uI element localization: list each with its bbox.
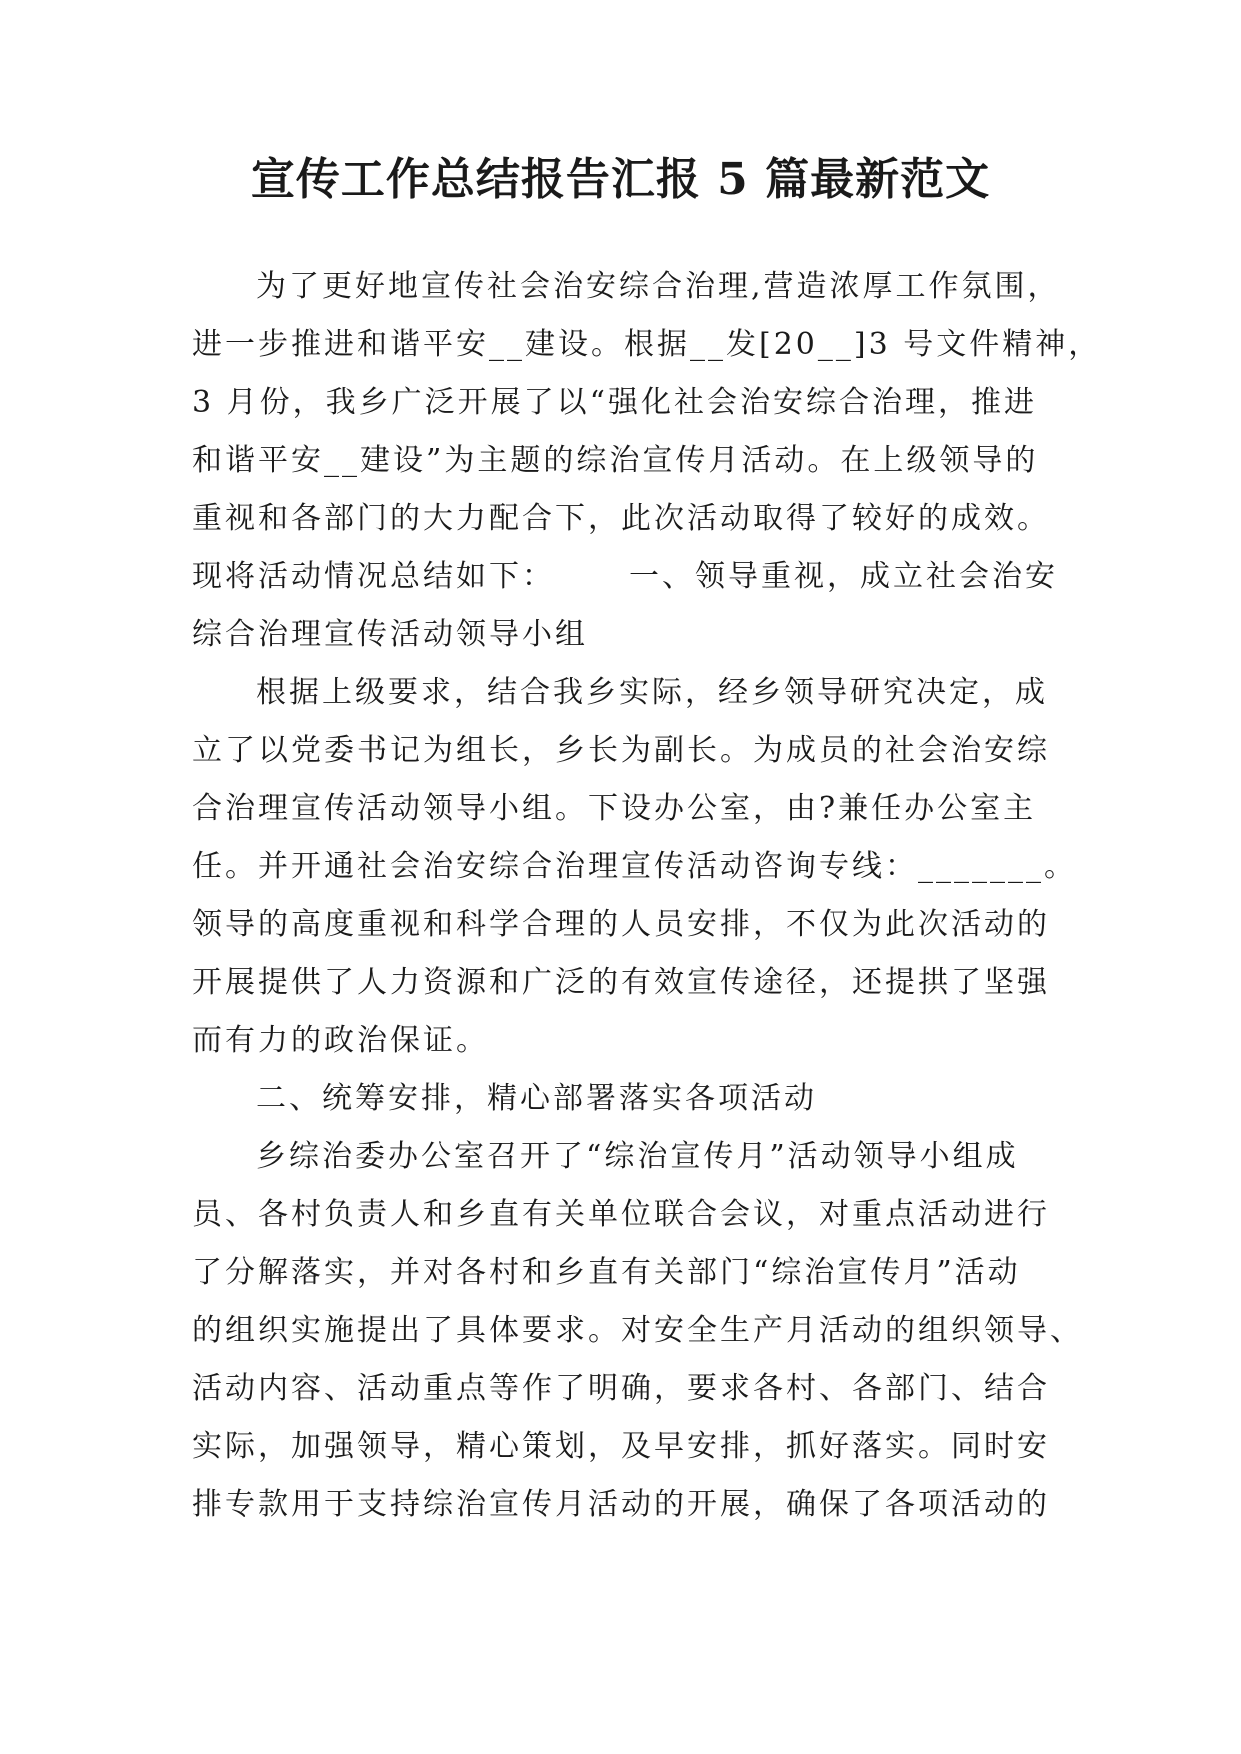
paragraph-line: 合治理宣传活动领导小组。下设办公室，由?兼任办公室主 <box>192 791 1037 826</box>
paragraph-line: 而有力的政治保证。 <box>192 1023 489 1058</box>
paragraph-line: 了分解落实，并对各村和乡直有关部门“综治宣传月”活动 <box>192 1255 1021 1290</box>
paragraph-line: 3 月份，我乡广泛开展了以“强化社会治安综合治理，推进 <box>192 385 1037 420</box>
paragraph-line: 活动内容、活动重点等作了明确，要求各村、各部门、结合 <box>192 1371 1050 1406</box>
paragraph-line: 任。并开通社会治安综合治理宣传活动咨询专线：_______。 <box>192 849 1077 884</box>
section-heading-1-continued: 综合治理宣传活动领导小组 <box>192 617 588 652</box>
paragraph-line: 的组织实施提出了具体要求。对安全生产月活动的组织领导、 <box>192 1313 1083 1348</box>
paragraph-line <box>192 548 1058 606</box>
section-heading-1: 一、领导重视，成立社会治安 <box>629 559 1058 594</box>
summary-lead: 现将活动情况总结如下： <box>192 559 555 594</box>
paragraph-line: 进一步推进和谐平安__建设。根据__发[20__]3 号文件精神， <box>192 327 1102 362</box>
paragraph-line: 乡综治委办公室召开了“综治宣传月”活动领导小组成 <box>256 1139 1019 1174</box>
paragraph-line: 排专款用于支持综治宣传月活动的开展，确保了各项活动的 <box>192 1487 1050 1522</box>
paragraph-line: 为了更好地宣传社会治安综合治理,营造浓厚工作氛围， <box>256 269 1061 304</box>
document-title: 宣传工作总结报告汇报 5 篇最新范文 <box>250 154 991 205</box>
paragraph-line: 立了以党委书记为组长，乡长为副长。为成员的社会治安综 <box>192 733 1050 768</box>
paragraph-line: 实际，加强领导，精心策划，及早安排，抓好落实。同时安 <box>192 1429 1050 1464</box>
section-heading-2: 二、统筹安排，精心部署落实各项活动 <box>256 1081 817 1116</box>
paragraph-line: 根据上级要求，结合我乡实际，经乡领导研究决定，成 <box>256 675 1048 710</box>
document-body <box>192 258 1102 1534</box>
paragraph-line: 和谐平安__建设”为主题的综治宣传月活动。在上级领导的 <box>192 443 1039 478</box>
paragraph-line: 员、各村负责人和乡直有关单位联合会议，对重点活动进行 <box>192 1197 1050 1232</box>
paragraph-line: 重视和各部门的大力配合下，此次活动取得了较好的成效。 <box>192 501 1050 536</box>
paragraph-line: 领导的高度重视和科学合理的人员安排，不仅为此次活动的 <box>192 907 1050 942</box>
paragraph-line: 开展提供了人力资源和广泛的有效宣传途径，还提拱了坚强 <box>192 965 1050 1000</box>
